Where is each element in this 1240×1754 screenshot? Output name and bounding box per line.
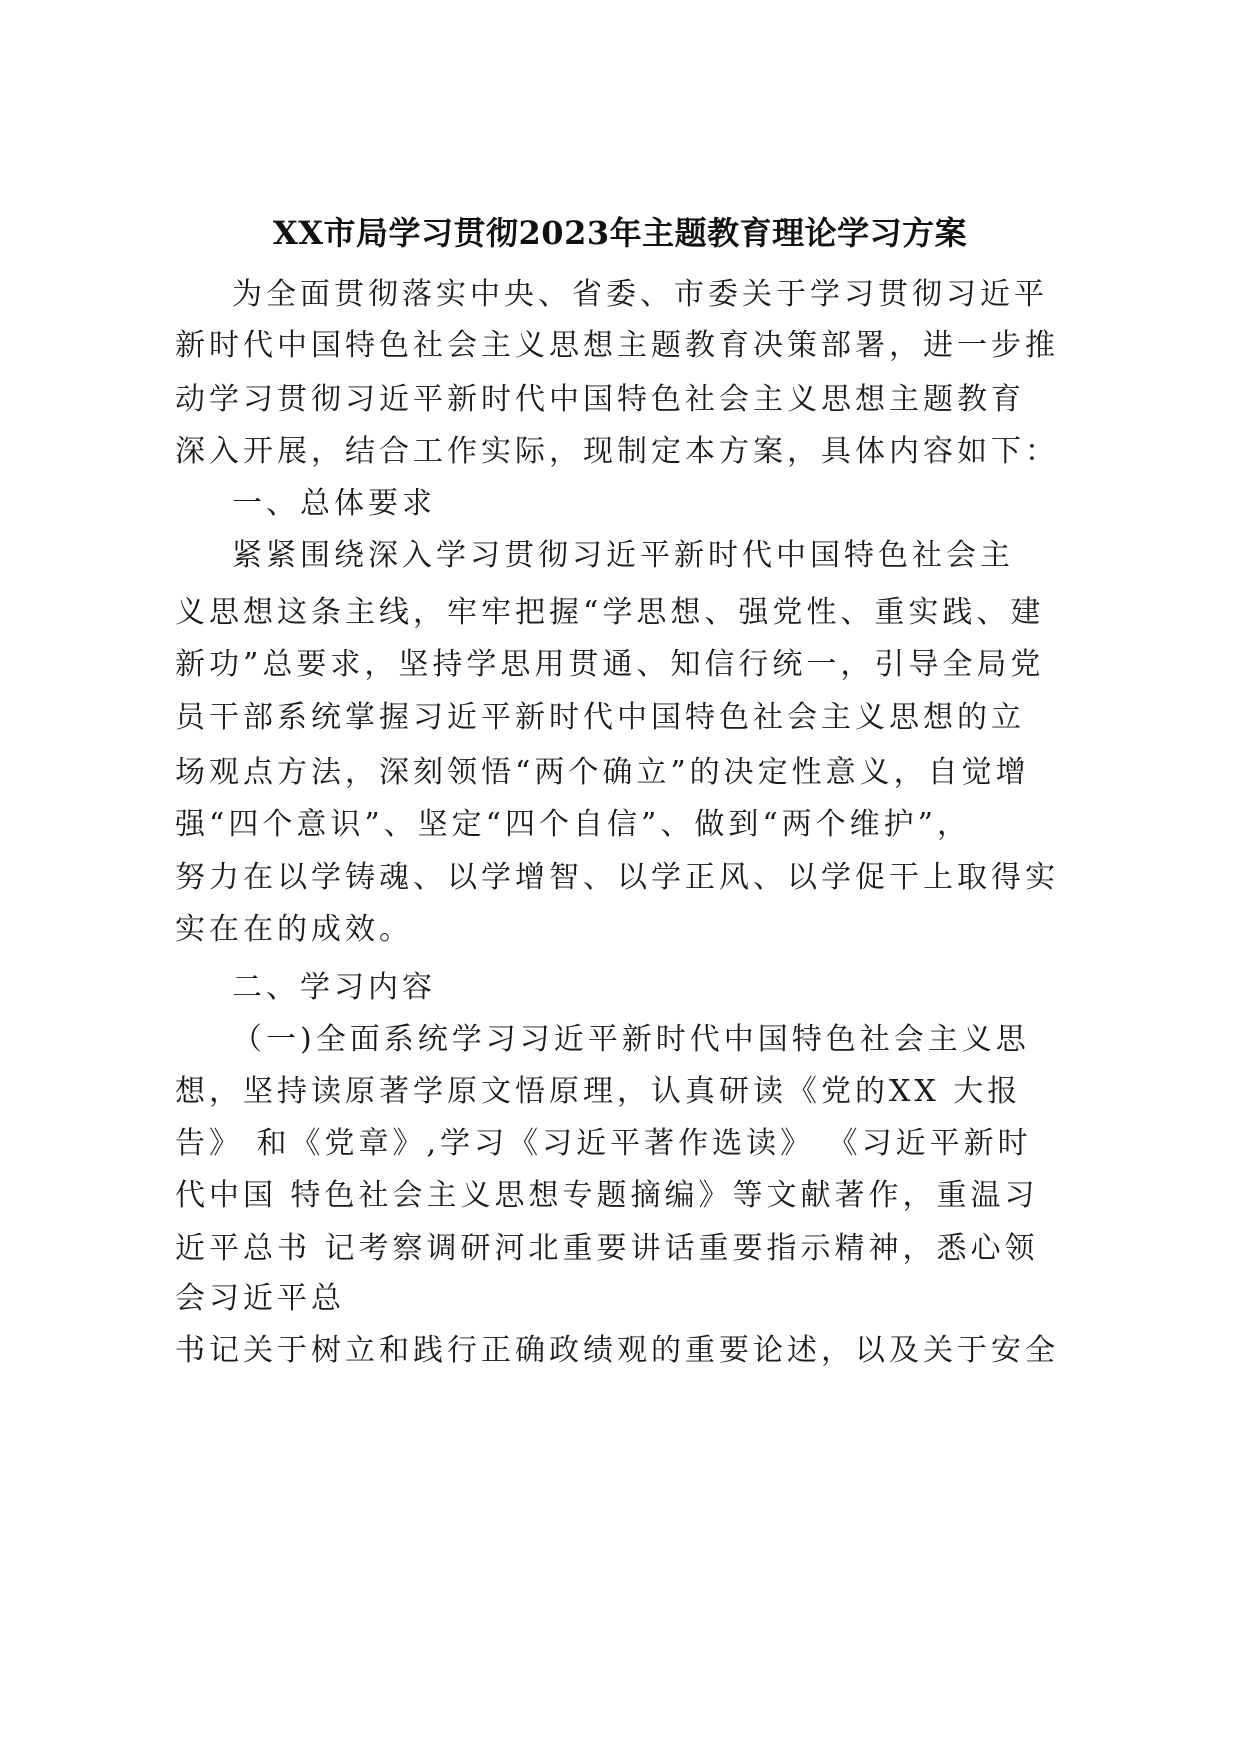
text-line: 代中国 特色社会主义思想专题摘编》等文献著作，重温习 bbox=[175, 1178, 1039, 1213]
section-heading: 一、总体要求 bbox=[232, 486, 436, 521]
text-line: 义思想这条主线，牢牢把握“学思想、强党性、重实践、建 bbox=[175, 595, 1045, 630]
text-line: 实在在的成效。 bbox=[175, 912, 413, 947]
text-line: 紧紧围绕深入学习贯彻习近平新时代中国特色社会主 bbox=[232, 538, 1014, 573]
text-line: 新功”总要求，坚持学思用贯通、知信行统一，引导全局党 bbox=[175, 647, 1045, 682]
text-line: （一)全面系统学习习近平新时代中国特色社会主义思 bbox=[232, 1022, 1030, 1057]
text-line: 努力在以学铸魂、以学增智、以学正风、以学促干上取得实 bbox=[175, 860, 1059, 895]
text-line: 场观点方法，深刻领悟“两个确立”的决定性意义，自觉增 bbox=[175, 755, 1030, 790]
text-line: 动学习贯彻习近平新时代中国特色社会主义思想主题教育 bbox=[175, 382, 1025, 417]
text-line: 书记关于树立和践行正确政绩观的重要论述，以及关于安全 bbox=[175, 1333, 1059, 1368]
text-line: 深入开展，结合工作实际，现制定本方案，具体内容如下： bbox=[175, 434, 1059, 469]
text-line: 为全面贯彻落实中央、省委、市委关于学习贯彻习近平 bbox=[232, 277, 1048, 312]
text-line: 近平总书 记考察调研河北重要讲话重要指示精神，悉心领 bbox=[175, 1231, 1039, 1266]
text-line: 强“四个意识”、坚定“四个自信”、做到“两个维护”， bbox=[175, 807, 972, 842]
text-line: 想，坚持读原著学原文悟原理，认真研读《党的XX 大报 bbox=[175, 1074, 1022, 1109]
text-line: 告》 和《党章》,学习《习近平著作选读》 《习近平新时 bbox=[175, 1126, 1032, 1161]
text-line: 员干部系统掌握习近平新时代中国特色社会主义思想的立 bbox=[175, 700, 1025, 735]
text-line: 新时代中国特色社会主义思想主题教育决策部署，进一步推 bbox=[175, 328, 1059, 363]
text-line: 会习近平总 bbox=[175, 1281, 345, 1316]
section-heading: 二、学习内容 bbox=[232, 970, 436, 1005]
document-title: XX市局学习贯彻2023年主题教育理论学习方案 bbox=[272, 214, 968, 252]
